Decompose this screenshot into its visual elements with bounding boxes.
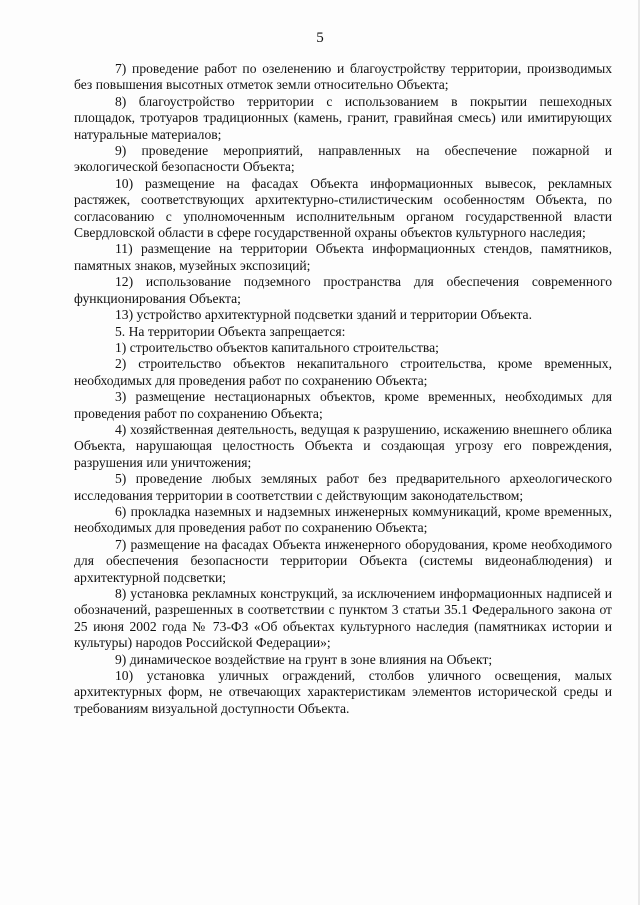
- page-number: 5: [316, 30, 324, 46]
- paragraph-green-works: 7) проведение работ по озеленению и благоустройству территории, производимых без повышения высотных отметок земли относительно Объекта;: [74, 61, 612, 93]
- paragraph-nonstationary-objects: 3) размещение нестационарных объектов, кроме временных, необходимых для проведения работ по сохранению Объекта;: [74, 389, 612, 421]
- paragraph-earthworks: 5) проведение любых земляных работ без предварительного археологического исследования территории в соответствии с действующим законодательством;: [74, 471, 612, 503]
- paragraph-facade-equipment: 7) размещение на фасадах Объекта инженерного оборудования, кроме необходимого для обеспечения безопасности территории Объекта (системы видеонаблюдения) и архитектурной подсветки;: [74, 536, 612, 585]
- paragraph-capital-construction: 1) строительство объектов капитального строительства;: [115, 339, 439, 355]
- paragraph-noncapital-construction: 2) строительство объектов некапитального строительства, кроме временных, необходимых для проведения работ по сохранению Объекта;: [74, 356, 612, 388]
- paragraph-stands: 11) размещение на территории Объекта информационных стендов, памятников, памятных знаков, музейных экспозиций;: [74, 241, 612, 273]
- paragraph-fire-safety: 9) проведение мероприятий, направленных на обеспечение пожарной и экологической безопасности Объекта;: [74, 143, 612, 175]
- paragraph-underground: 12) использование подземного пространства для обеспечения современного функционирования Объекта;: [74, 274, 612, 306]
- paragraph-ground-impact: 9) динамическое воздействие на грунт в зоне влияния на Объект;: [115, 651, 493, 667]
- paragraph-landscaping: 8) благоустройство территории с использованием в покрытии пешеходных площадок, тротуаров традиционных (камень, гранит, гравийная смесь) или имитирующих натуральные материалов;: [74, 93, 612, 142]
- paragraph-advertising: 8) установка рекламных конструкций, за исключением информационных надписей и обозначений, разрешенных в соответствии с пунктом 3 статьи 35.1 Федерального закона от 25 июня 2002 года № 73-ФЗ «Об объектах культурного наследия (памятниках истории и культуры) народов Российской Федерации»;: [74, 586, 612, 651]
- document-body: [74, 61, 612, 717]
- paragraph-utilities: 6) прокладка наземных и надземных инженерных коммуникаций, кроме временных, необходимых для проведения работ по сохранению Объекта;: [74, 503, 612, 536]
- paragraph-signage: 10) размещение на фасадах Объекта информационных вывесок, рекламных растяжек, соответствующих архитектурно-стилистическим особенностям Объекта, по согласованию с уполномоченным исполнительным органом государственной власти Свердловской области в сфере государственной охраны объектов культурного наследия;: [74, 175, 612, 241]
- section-heading-prohibited: 5. На территории Объекта запрещается:: [115, 323, 346, 339]
- paragraph-economic-activity: 4) хозяйственная деятельность, ведущая к разрушению, искажению внешнего облика Объекта, нарушающая целостность Объекта и создающая угрозу его повреждения, разрушения или уничтожения;: [74, 421, 612, 470]
- paragraph-street-fencing: 10) установка уличных ограждений, столбов уличного освещения, малых архитектурных форм, не отвечающих характеристикам элементов исторической среды и требованиям визуальной доступности Объекта.: [74, 668, 612, 716]
- paragraph-lighting: 13) устройство архитектурной подсветки зданий и территории Объекта.: [115, 307, 532, 323]
